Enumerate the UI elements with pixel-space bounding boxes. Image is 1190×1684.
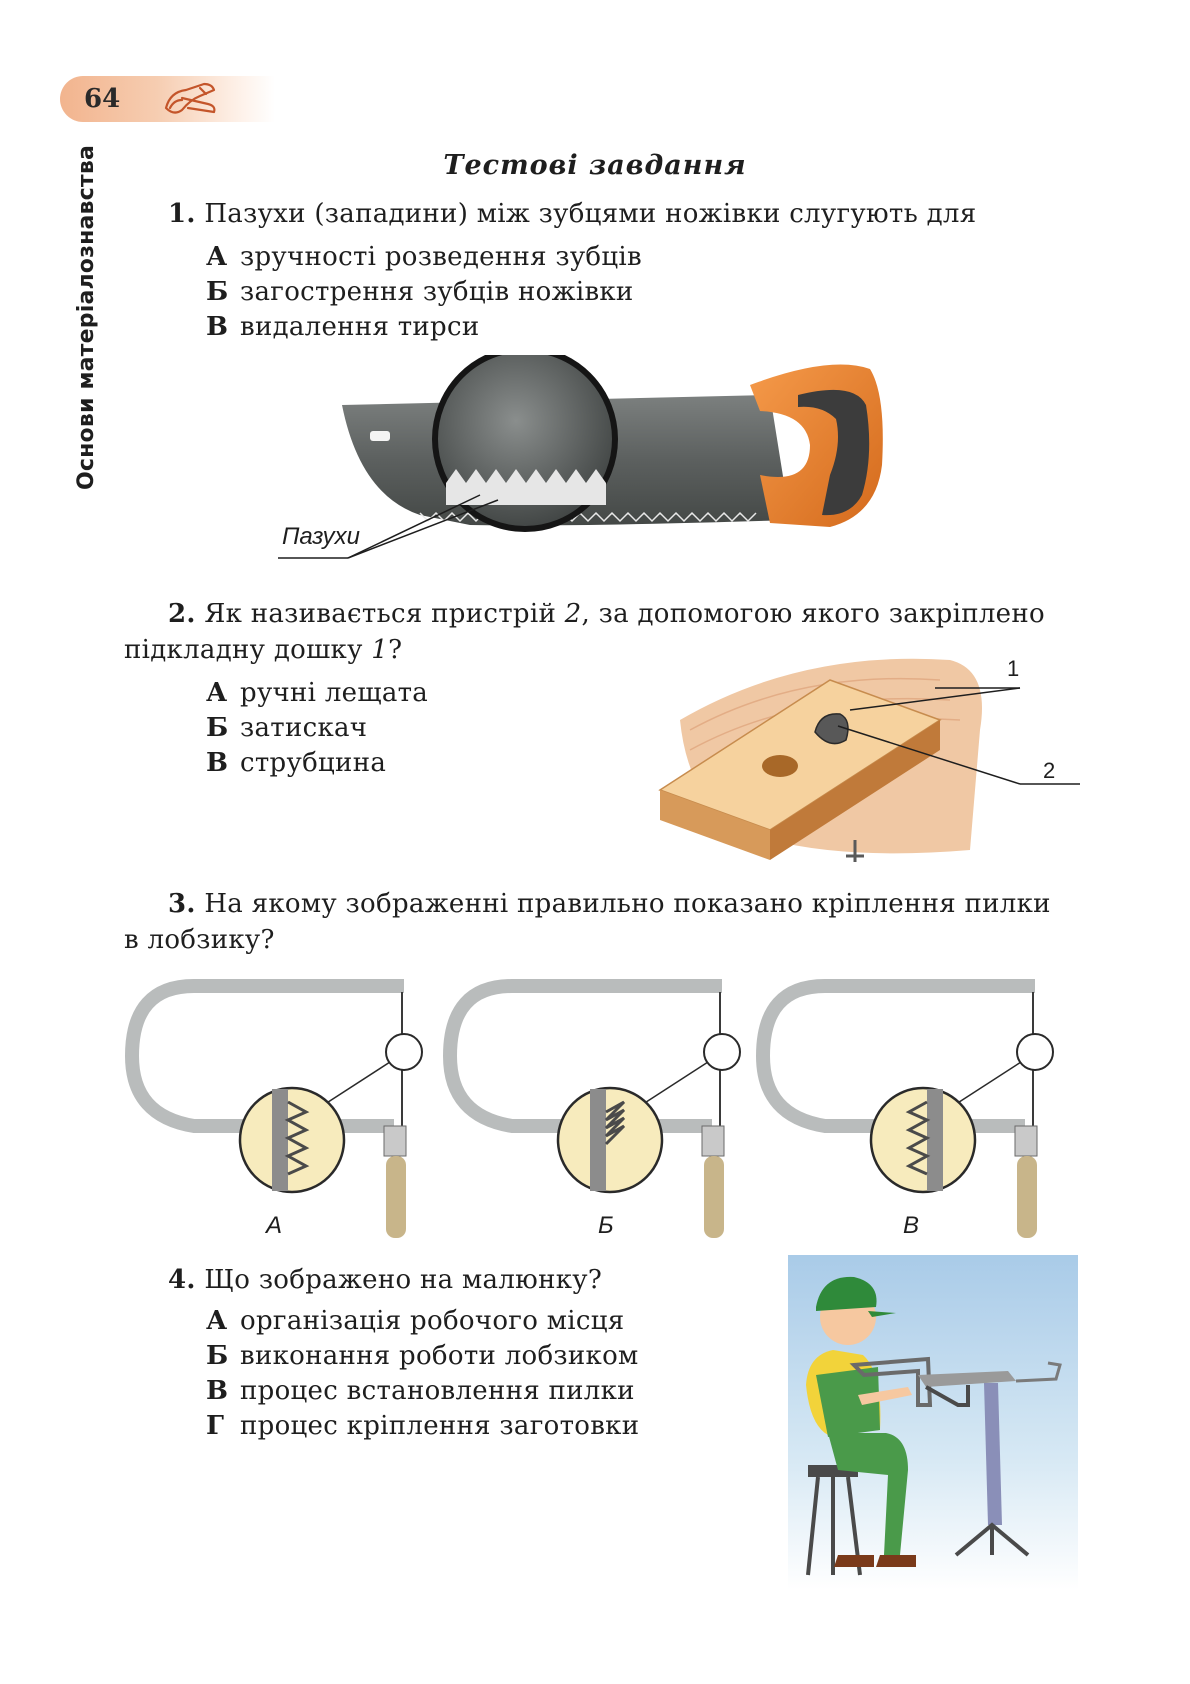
fretsaw-label-a: А [266, 1212, 283, 1239]
saw-hole [370, 431, 390, 441]
option-1c: В видалення тирси [206, 312, 480, 342]
question-1-text: Пазухи (западини) між зубцями ножівки слугують для [204, 199, 977, 229]
question-3: 3. На якому зображенні правильно показано кріплення пилки в лобзику? [124, 889, 1051, 955]
option-2b: Б затискач [206, 713, 368, 743]
fretsaw-handle [704, 1156, 724, 1238]
fretsaw-label-v: В [903, 1212, 920, 1239]
option-4a: А організація робочого місця [206, 1306, 625, 1336]
saw-figure [270, 355, 930, 575]
detail-circle-small [386, 1034, 422, 1070]
fretsaw-ferrule [384, 1126, 406, 1156]
option-2a: А ручні лещата [206, 678, 429, 708]
board-notch [762, 755, 798, 777]
callout-1-label: 1 [1007, 656, 1020, 681]
workbench-figure [650, 650, 1080, 870]
tools-emblem-icon [160, 78, 222, 120]
option-1a: А зручності розведення зубців [206, 242, 642, 272]
sidebar-section-title: Основи матеріалознавства [74, 144, 99, 490]
option-2c: В струбцина [206, 748, 387, 778]
question-4-options [206, 1304, 639, 1444]
figure-label-pazukhy: Пазухи [282, 523, 360, 550]
fretsaw-handle [1017, 1156, 1037, 1238]
detail-clamp [272, 1089, 288, 1191]
question-4-number: 4. [168, 1265, 196, 1295]
detail-connector [640, 1062, 708, 1106]
page-number: 64 [84, 84, 121, 114]
fretsaw-figure-a [124, 976, 444, 1246]
detail-connector [953, 1062, 1021, 1106]
question-1-options [206, 240, 642, 345]
fretsaw-ferrule [1015, 1126, 1037, 1156]
detail-circle-small [704, 1034, 740, 1070]
fretsaw-figure-v [755, 976, 1075, 1246]
fretsaw-figure-b [442, 976, 762, 1246]
section-title: Тестові завдання [443, 150, 747, 181]
question-2: 2. Як називається пристрій 2, за допомогою якого закріплено підкладну дошку 1? [124, 599, 1045, 665]
fretsaw-handle [386, 1156, 406, 1238]
fretsaw-ferrule [702, 1126, 724, 1156]
question-4 [168, 1262, 602, 1298]
question-3-number: 3. [168, 889, 196, 919]
question-1-number: 1. [168, 199, 196, 229]
question-2-options [206, 676, 428, 781]
detail-connector [322, 1062, 390, 1106]
student-workplace-figure [788, 1255, 1078, 1590]
option-4d: Г процес кріплення заготовки [206, 1411, 640, 1441]
option-4c: В процес встановлення пилки [206, 1376, 635, 1406]
question-4-text: Що зображено на малюнку? [204, 1265, 603, 1295]
question-2-number: 2. [168, 599, 196, 629]
option-1b: Б загострення зубців ножівки [206, 277, 634, 307]
option-4b: Б виконання роботи лобзиком [206, 1341, 639, 1371]
detail-circle-small [1017, 1034, 1053, 1070]
question-1 [168, 196, 976, 232]
detail-clamp [927, 1089, 943, 1191]
fretsaw-label-b: Б [598, 1212, 614, 1239]
detail-clamp [590, 1089, 606, 1191]
callout-2-label: 2 [1043, 758, 1056, 783]
